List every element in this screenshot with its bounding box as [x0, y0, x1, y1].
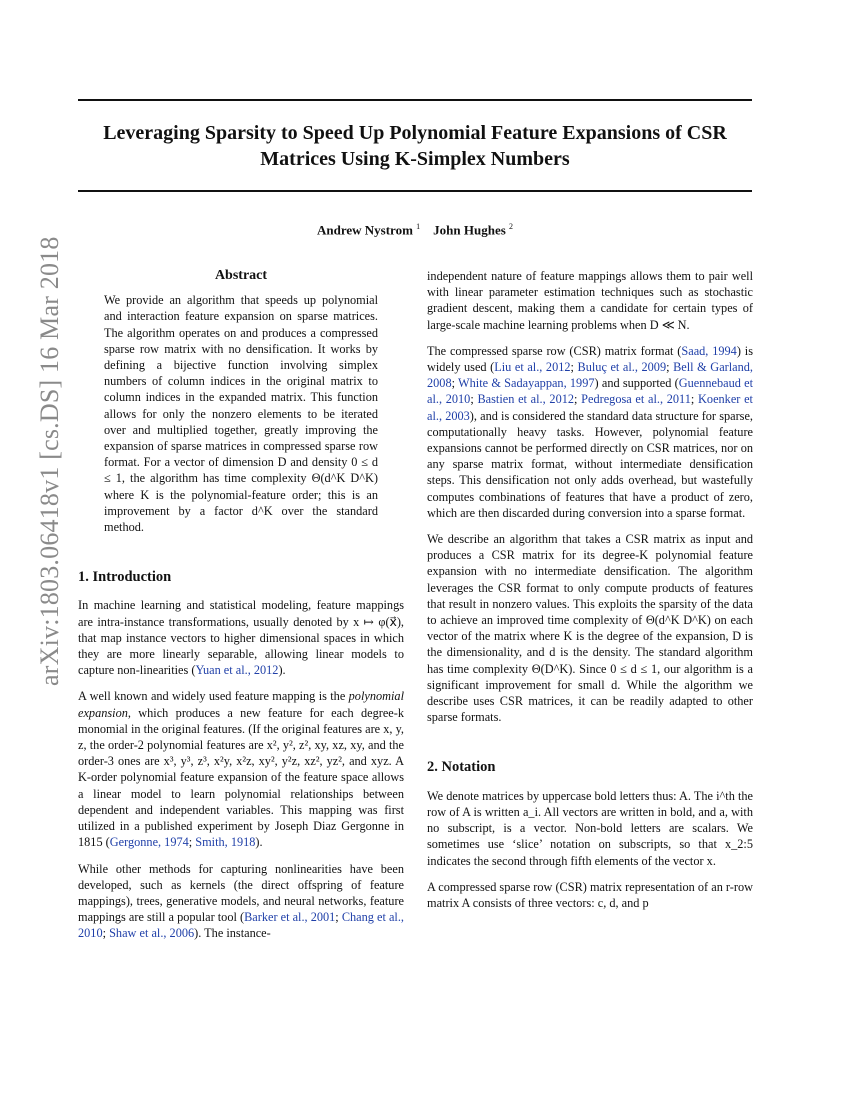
citation-link[interactable]: Bell & Garland, 2008: [427, 360, 753, 391]
citation-link[interactable]: Buluç et al., 2009: [577, 360, 667, 375]
citation-link[interactable]: Saad, 1994: [681, 343, 737, 358]
citation-link[interactable]: Bastien et al., 2012: [477, 392, 575, 407]
citation-link[interactable]: Chang et al., 2010: [78, 910, 404, 941]
notation-paragraph: A compressed sparse row (CSR) matrix representation of an r-row matrix A consists of three vectors: c, d, and p: [427, 879, 753, 910]
intro-paragraph: We describe an algorithm that takes a CSR matrix as input and produces a CSR matrix for its degree-K polynomial feature expansion with no intermediate densification. The algorithm leverages the CSR format to only compute products of features that result in nonzero values. This exploits the sparsity of the data to achieve an improved time complexity of Θ(d^K D^K) on each vector of the matrix where K is the degree of the expansion, D is the dimensionality, and d is the density. The standard algorithm has time complexity Θ(D^K). Since 0 ≤ d ≤ 1, our algorithm is a significant improvement for small d. While the algorithm we describe uses CSR matrices, it can be readily adapted to other sparse formats.: [427, 532, 753, 725]
author-affiliation: 2: [509, 222, 514, 231]
author-name: Andrew Nystrom: [316, 222, 413, 238]
emphasis-term: polynomial expansion: [78, 689, 404, 720]
intro-paragraph: In machine learning and statistical modeling, feature mappings are intra-instance transformations, usually denoted by x ↦ φ(x⃗), that map instance vectors to higher dimensional spaces in which they are more linearly separable, allowing linear models to capture non-linearities (Yuan et al., 2012).: [78, 598, 404, 678]
section-heading-introduction: 1. Introduction: [78, 569, 172, 586]
notation-paragraph: We denote matrices by uppercase bold letters thus: A. The i^th the row of A is written a_i. All vectors are written in bold, and a, with no subscript, is a vector. Non-bold letters are scalars. We sometimes use ‘slice’ notation on subscripts, so that x_2:5 indicates the second through fifth elements of the vector x.: [427, 788, 753, 868]
citation-link[interactable]: Gergonne, 1974: [109, 835, 189, 850]
citation-link[interactable]: Barker et al., 2001: [244, 910, 336, 925]
paper-title: [78, 120, 752, 172]
citation-link[interactable]: Yuan et al., 2012: [195, 663, 279, 678]
intro-paragraph: A well known and widely used feature mapping is the polynomial expansion, which produces a new feature for each degree-k monomial in the original features. (If the original features are x, y, z, the order-2 polynomial features are x², y², z², xy, xz, xy, and the order-3 ones are x³, y³, z³, x²y, x²z, xy², y²z, xz², yz², and xyz. A K-order polynomial feature expansion of the feature space allows a linear model to learn polynomial relationships between dependent and independent variables. This mapping was first utilized in a published experiment by Joseph Diaz Gergonne in 1815 (Gergonne, 1974; Smith, 1918).: [78, 689, 404, 850]
author-list: [78, 222, 752, 238]
title-rule-top: [78, 99, 752, 101]
author-affiliation: 1: [416, 222, 421, 231]
intro-paragraph: independent nature of feature mappings allows them to pair well with linear parameter estimation techniques such as stochastic gradient descent, making them a candidate for certain types of large-scale machine learning problems when D ≪ N.: [427, 269, 753, 332]
citation-link[interactable]: White & Sadayappan, 1997: [458, 376, 595, 391]
abstract-text: We provide an algorithm that speeds up polynomial and interaction feature expansion on sparse matrices. The algorithm operates on and produces a compressed sparse row matrix with no densification. It works by defining a bijective function involving simplex numbers of column indices in the original matrix to column indices in the expanded matrix. This function allows for only the nonzero elements to be iterated over and multiplied together, greatly improving the expansion of sparse matrices in compressed sparse row format. For a vector of dimension D and density 0 ≤ d ≤ 1, the algorithm has time complexity Θ(d^K D^K) where K is the polynomial-feature order; this is an improvement by a factor d^K over the standard method.: [104, 293, 378, 535]
section-heading-notation: 2. Notation: [427, 759, 496, 776]
title-line-2: Matrices Using K-Simplex Numbers: [260, 148, 570, 170]
citation-link[interactable]: Liu et al., 2012: [494, 360, 571, 375]
intro-paragraph: While other methods for capturing nonlinearities have been developed, such as kernels (the direct offspring of feature mappings), trees, generative models, and neural networks, feature mappings are still a popular tool (Barker et al., 2001; Chang et al., 2010; Shaw et al., 2006). The instance-: [78, 861, 404, 941]
citation-link[interactable]: Smith, 1918: [195, 835, 256, 850]
title-line-1: Leveraging Sparsity to Speed Up Polynomial Feature Expansions of CSR: [103, 122, 727, 144]
citation-link[interactable]: Koenker et al., 2003: [427, 392, 753, 423]
arxiv-watermark: arXiv:1803.06418v1 [cs.DS] 16 Mar 2018: [35, 236, 64, 686]
citation-link[interactable]: Pedregosa et al., 2011: [581, 392, 691, 407]
title-rule-bottom: [78, 190, 752, 192]
intro-paragraph: The compressed sparse row (CSR) matrix format (Saad, 1994) is widely used (Liu et al., 2012; Buluç et al., 2009; Bell & Garland, 2008; White & Sadayappan, 1997) and supported (Guennebaud et al., 2010; Bastien et al., 2012; Pedregosa et al., 2011; Koenker et al., 2003), and is considered the standard data structure for sparse, computationally heavy tasks. However, polynomial feature expansions cannot be performed directly on CSR matrices, nor on any sparse matrix format, without intermediate densification steps. This densification not only adds overhead, but wastefully computes combinations of features that have a product of zero, which are then discarded during conversion into a sparse format.: [427, 343, 754, 520]
citation-link[interactable]: Guennebaud et al., 2010: [427, 376, 754, 407]
right-column: [427, 268, 753, 921]
citation-link[interactable]: Shaw et al., 2006: [109, 926, 195, 941]
left-column: [78, 268, 404, 952]
abstract-heading: Abstract: [214, 268, 268, 283]
author-name: John Hughes: [433, 222, 506, 238]
